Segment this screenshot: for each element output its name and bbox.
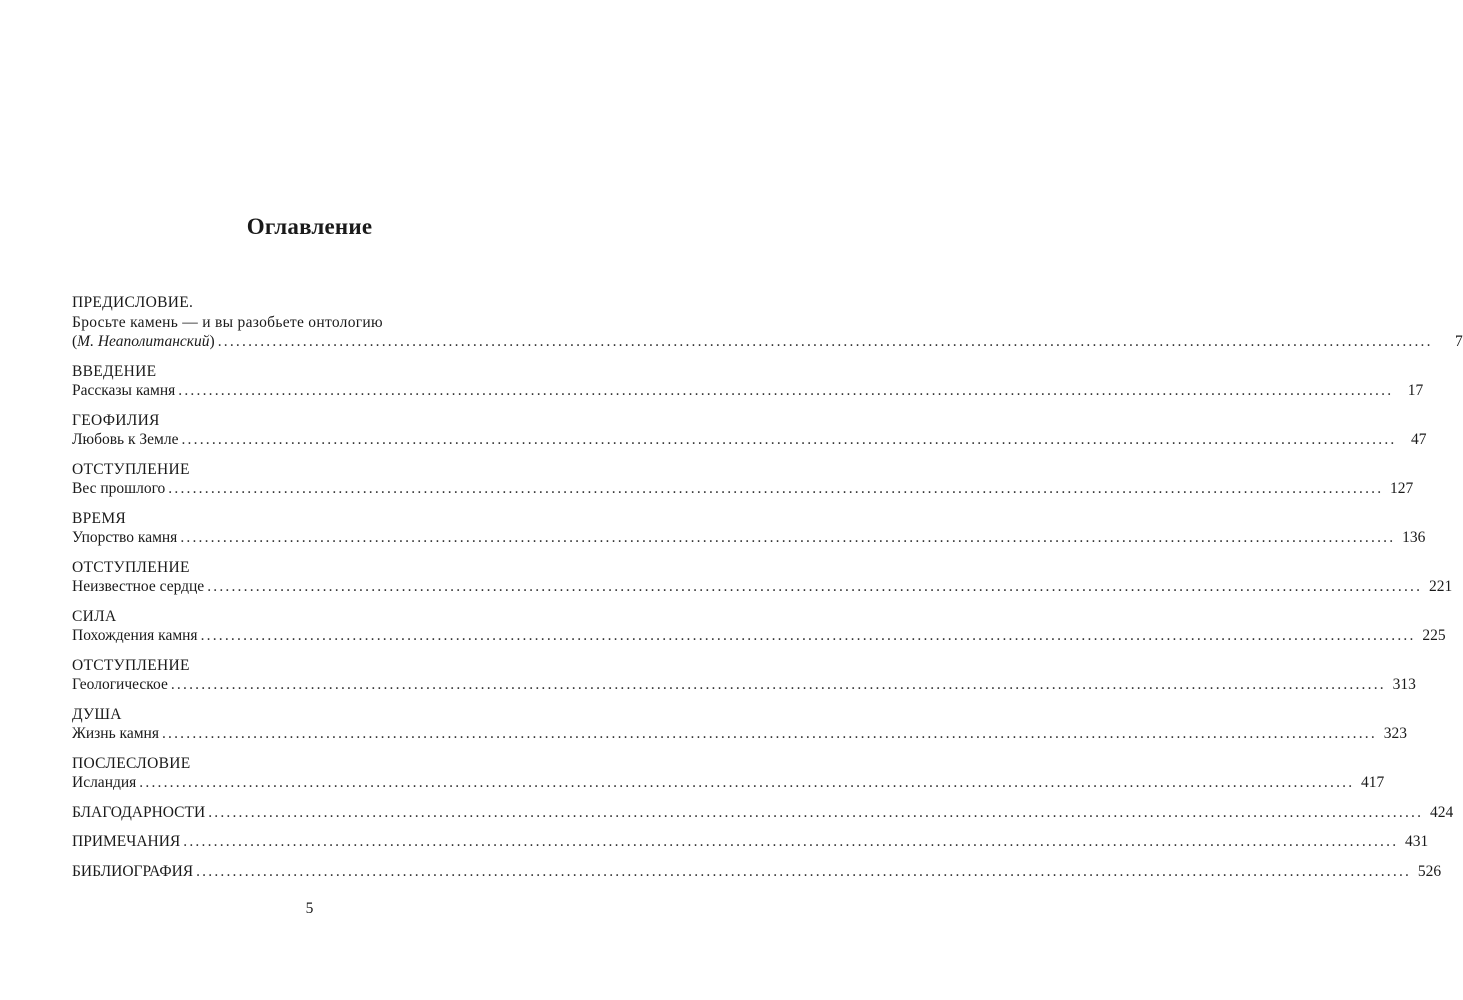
toc-entry-preface [72, 293, 1463, 352]
toc-line[interactable] [72, 675, 1416, 695]
toc-line[interactable] [72, 332, 1463, 352]
toc-entry-acknowledgements [72, 803, 1454, 823]
toc-chapter-title: Геологическое [72, 676, 168, 693]
table-of-contents [72, 293, 1463, 891]
toc-page-number: 221 [1428, 578, 1453, 595]
toc-line[interactable] [72, 381, 1424, 401]
toc-chapter-title: Жизнь камня [72, 725, 159, 742]
toc-chapter-title: Неизвестное сердце [72, 578, 205, 595]
toc-heading: ГЕОФИЛИЯ [72, 411, 160, 429]
toc-leader-dots: ........................................................................................................................................................................................................ [161, 725, 1377, 742]
toc-entry-notes [72, 832, 1429, 852]
toc-page-number: 7 [1454, 333, 1463, 350]
toc-heading: ВРЕМЯ [72, 509, 127, 527]
toc-line[interactable] [72, 479, 1414, 499]
toc-chapter-title: Упорство камня [72, 529, 178, 546]
toc-leader-dots: ........................................................................................................................................................................................................ [178, 382, 1394, 399]
toc-chapter-title: БЛАГОДАРНОСТИ [72, 803, 206, 821]
toc-heading: ДУША [72, 705, 122, 723]
toc-line[interactable] [72, 626, 1446, 646]
toc-chapter-title: Исландия [72, 774, 137, 791]
toc-entry-bibliography [72, 862, 1442, 882]
toc-heading: ОТСТУПЛЕНИЕ [72, 558, 190, 576]
toc-page-number: 47 [1410, 431, 1427, 448]
toc-leader-dots: ........................................................................................................................................................................................................ [168, 480, 1384, 497]
toc-page-number: 127 [1390, 480, 1414, 497]
toc-entry-digression-2 [72, 558, 1453, 597]
toc-heading: ВВЕДЕНИЕ [72, 362, 157, 380]
toc-page-number: 526 [1417, 862, 1442, 880]
toc-page-number: 17 [1407, 382, 1424, 399]
toc-page-number: 323 [1383, 725, 1407, 742]
toc-heading: СИЛА [72, 607, 117, 625]
toc-page-number: 313 [1392, 676, 1416, 693]
toc-leader-dots: ........................................................................................................................................................................................................ [170, 676, 1386, 693]
toc-leader-dots: ........................................................................................................................................................................................................ [139, 774, 1355, 791]
toc-line[interactable] [72, 577, 1453, 597]
toc-heading: ОТСТУПЛЕНИЕ [72, 656, 190, 674]
toc-line[interactable] [72, 803, 1454, 823]
toc-entry-geophilia [72, 411, 1427, 450]
toc-heading: ПРЕДИСЛОВИЕ. [72, 294, 194, 311]
toc-heading: ПОСЛЕСЛОВИЕ [72, 754, 191, 772]
toc-chapter-title: БИБЛИОГРАФИЯ [72, 862, 194, 880]
toc-subtitle: Бросьте камень — и вы разобьете онтологию [72, 313, 383, 331]
toc-line[interactable] [72, 862, 1442, 882]
toc-chapter-title: Вес прошлого [72, 480, 166, 497]
toc-author [72, 332, 215, 352]
toc-leader-dots: ........................................................................................................................................................................................................ [183, 833, 1399, 850]
toc-leader-dots: ........................................................................................................................................................................................................ [207, 578, 1423, 595]
page-number: 5 [305, 900, 314, 917]
toc-leader-dots: ........................................................................................................................................................................................................ [196, 862, 1412, 880]
toc-page-number: 431 [1405, 833, 1429, 850]
toc-entry-digression-1 [72, 460, 1414, 499]
toc-page-number: 424 [1429, 803, 1454, 821]
toc-line[interactable] [72, 430, 1427, 450]
toc-leader-dots: ........................................................................................................................................................................................................ [180, 529, 1396, 546]
paren-close: ) [209, 333, 215, 350]
toc-chapter-title: Любовь к Земле [72, 431, 179, 448]
toc-leader-dots: ........................................................................................................................................................................................................ [217, 333, 1433, 350]
toc-chapter-title: ПРИМЕЧАНИЯ [72, 833, 181, 850]
toc-page-number: 417 [1361, 774, 1385, 791]
toc-entry-digression-3 [72, 656, 1416, 695]
toc-entry-time [72, 509, 1426, 548]
toc-line[interactable] [72, 832, 1429, 852]
toc-entry-introduction [72, 362, 1424, 401]
toc-line[interactable] [72, 724, 1407, 744]
toc-page-number: 136 [1402, 529, 1426, 546]
toc-line[interactable] [72, 528, 1426, 548]
page-title: Оглавление [246, 214, 373, 239]
toc-chapter-title: Рассказы камня [72, 382, 176, 399]
toc-entry-soul [72, 705, 1407, 744]
paren-open: ( [72, 333, 78, 350]
toc-line[interactable] [72, 773, 1385, 793]
toc-author-name: М. Неаполитанский [77, 333, 210, 350]
toc-chapter-title: Похождения камня [72, 627, 198, 644]
toc-page-number: 225 [1422, 627, 1446, 644]
toc-leader-dots: ........................................................................................................................................................................................................ [200, 627, 1416, 644]
toc-leader-dots: ........................................................................................................................................................................................................ [208, 803, 1424, 821]
toc-heading: ОТСТУПЛЕНИЕ [72, 460, 190, 478]
toc-leader-dots: ........................................................................................................................................................................................................ [181, 431, 1397, 448]
toc-entry-afterword [72, 754, 1385, 793]
toc-entry-power [72, 607, 1446, 646]
